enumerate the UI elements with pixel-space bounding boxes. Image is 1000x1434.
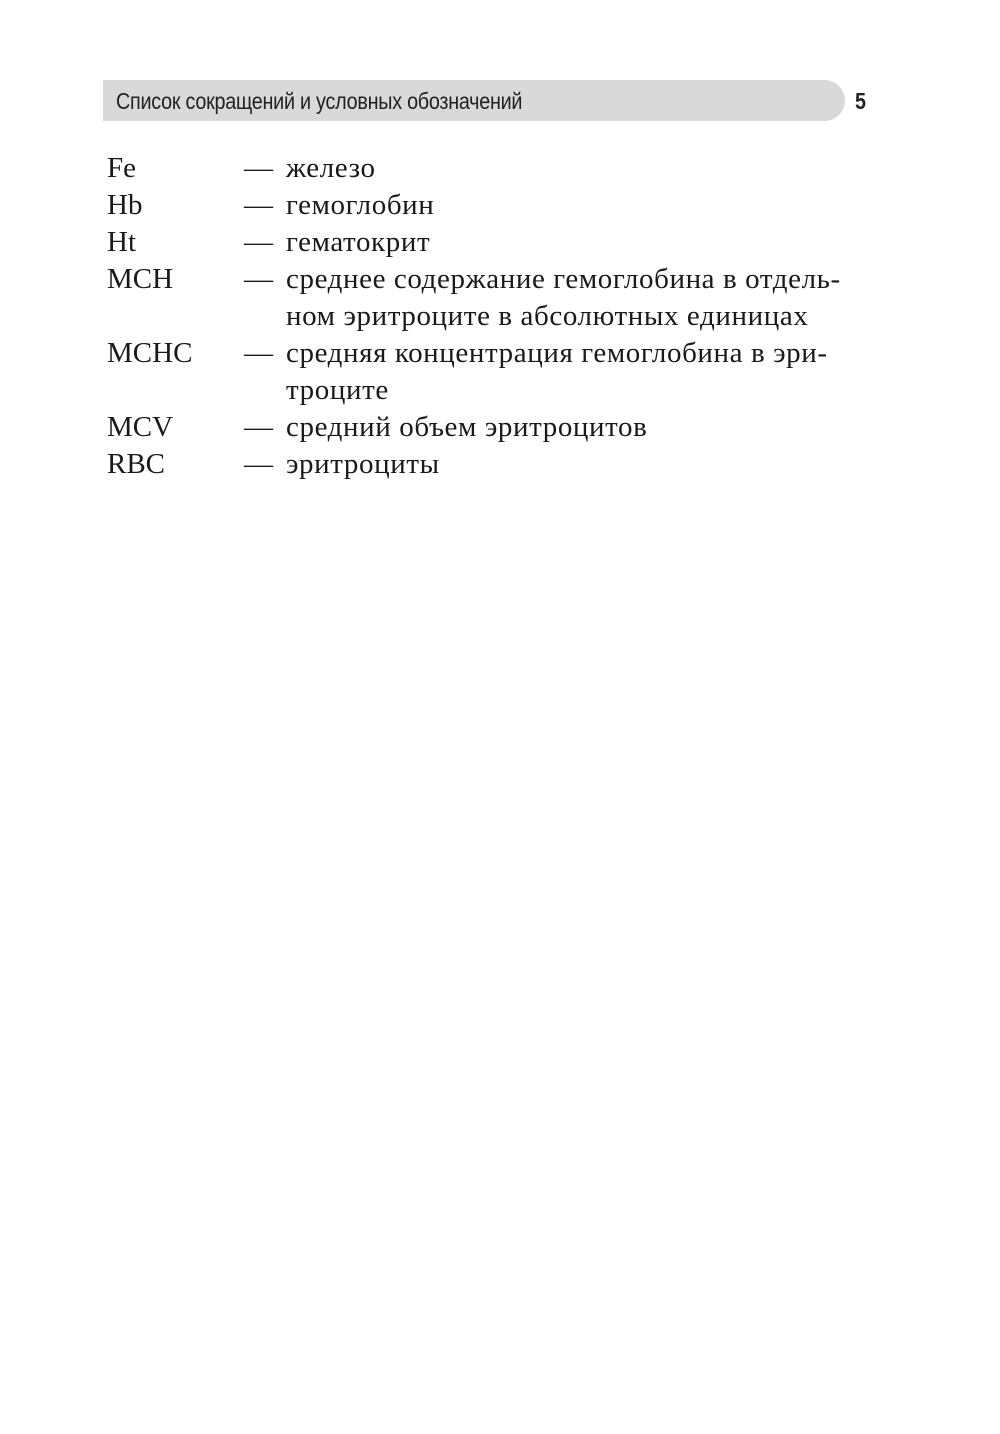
abbreviation-entry-rbc: [107, 446, 907, 483]
abbreviation-entry-mchc: [107, 335, 907, 409]
abbreviation-term: Hb: [107, 189, 143, 221]
abbreviation-entry-fe: [107, 150, 907, 187]
abbreviation-definition: средний объем эритроцитов: [286, 411, 648, 443]
abbreviation-dash: —: [244, 337, 273, 369]
abbreviation-entry-mch: [107, 261, 907, 335]
abbreviation-definition: железо: [286, 152, 376, 184]
page-number: 5: [855, 88, 867, 114]
abbreviation-term: Ht: [107, 226, 136, 258]
abbreviation-list: [107, 150, 907, 483]
abbreviation-definition: эритроциты: [286, 448, 440, 480]
abbreviation-dash: —: [244, 448, 273, 480]
abbreviation-dash: —: [244, 189, 273, 221]
abbreviation-term: RBC: [107, 448, 166, 480]
abbreviation-entry-ht: [107, 224, 907, 261]
abbreviation-dash: —: [244, 226, 273, 258]
abbreviation-term: MCH: [107, 263, 174, 295]
abbreviation-entry-mcv: [107, 409, 907, 446]
abbreviation-entry-hb: [107, 187, 907, 224]
running-header-title: Список сокращений и условных обозначений: [116, 88, 523, 114]
abbreviation-definition: средняя концентрация гемоглобина в эри- троците: [286, 337, 828, 406]
abbreviation-term: Fe: [107, 152, 136, 184]
abbreviation-definition: гемоглобин: [286, 189, 435, 221]
abbreviation-term: MCV: [107, 411, 174, 443]
abbreviation-dash: —: [244, 152, 273, 184]
abbreviation-definition: гематокрит: [286, 226, 431, 258]
abbreviation-dash: —: [244, 263, 273, 295]
abbreviation-term: MCHC: [107, 337, 193, 369]
abbreviation-definition: среднее содержание гемоглобина в отдель- ном эритроците в абсолютных единицах: [286, 263, 841, 332]
abbreviation-dash: —: [244, 411, 273, 443]
